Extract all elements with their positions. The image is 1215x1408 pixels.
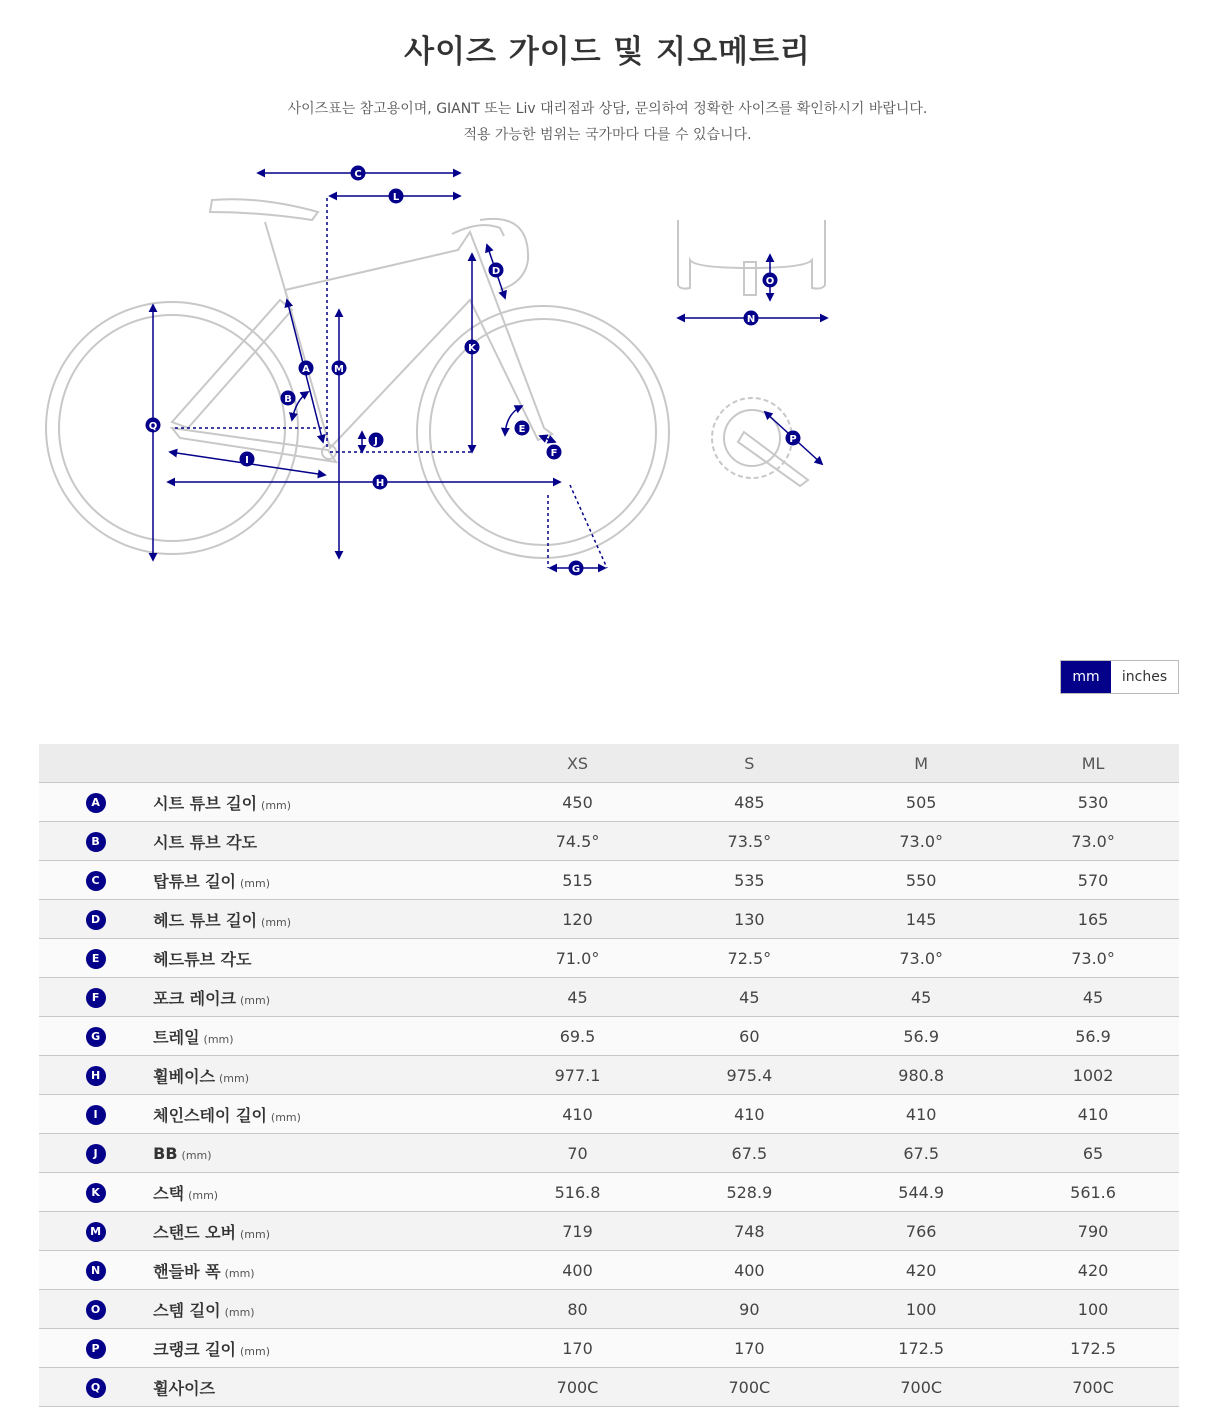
row-badge-cell	[39, 1368, 152, 1407]
svg-text:D: D	[491, 265, 501, 277]
row-label-cell	[152, 1095, 491, 1134]
row-value: 530	[1007, 783, 1179, 822]
diagram-marker-f	[547, 445, 562, 460]
row-value: 766	[835, 1212, 1007, 1251]
svg-text:J: J	[374, 435, 378, 447]
svg-text:F: F	[550, 447, 558, 459]
row-unit: (mm)	[240, 1344, 271, 1358]
row-label-cell	[152, 1134, 491, 1173]
stem-bar	[452, 225, 504, 236]
row-badge-cell	[39, 1017, 152, 1056]
row-value: 65	[1007, 1134, 1179, 1173]
row-value: 69.5	[492, 1017, 664, 1056]
row-label-cell	[152, 1056, 491, 1095]
table-row-j	[39, 1134, 1179, 1173]
row-value: 45	[492, 978, 664, 1017]
subtitle-line-1: 사이즈표는 참고용이며, GIANT 또는 Liv 대리점과 상담, 문의하여 정확한 사이즈를 확인하시기 바랍니다.	[287, 101, 928, 117]
svg-text:C: C	[354, 168, 362, 180]
row-badge: C	[86, 871, 106, 891]
svg-text:B: B	[284, 393, 292, 405]
row-badge: P	[86, 1339, 106, 1359]
front-wheel-outer	[417, 306, 669, 558]
row-value: 420	[1007, 1251, 1179, 1290]
row-label-cell	[152, 1368, 491, 1407]
row-value: 410	[492, 1095, 664, 1134]
seatpost	[265, 222, 288, 300]
row-value: 165	[1007, 900, 1179, 939]
row-value: 56.9	[835, 1017, 1007, 1056]
row-badge: M	[86, 1222, 106, 1242]
row-value: 71.0°	[492, 939, 664, 978]
svg-text:L: L	[392, 191, 400, 203]
row-value: 172.5	[1007, 1329, 1179, 1368]
header-blank-label	[152, 744, 491, 783]
row-value: 980.8	[835, 1056, 1007, 1095]
row-label: 시트 튜브 길이	[153, 793, 258, 813]
seatstay-shape	[172, 300, 292, 428]
unit-toggle	[1060, 660, 1179, 694]
row-label-cell	[152, 900, 491, 939]
diagram-marker-o	[763, 273, 778, 288]
table-row-m	[39, 1212, 1179, 1251]
row-label-cell	[152, 939, 491, 978]
row-label: 시트 튜브 각도	[153, 832, 258, 852]
row-badge-cell	[39, 1056, 152, 1095]
row-value: 719	[492, 1212, 664, 1251]
row-value: 72.5°	[663, 939, 835, 978]
svg-text:A: A	[302, 363, 310, 375]
row-value: 748	[663, 1212, 835, 1251]
row-unit: (mm)	[240, 876, 271, 890]
diagram-marker-l	[389, 189, 404, 204]
row-value: 505	[835, 783, 1007, 822]
row-value: 67.5	[663, 1134, 835, 1173]
row-badge: A	[86, 793, 106, 813]
row-value: 700C	[663, 1368, 835, 1407]
row-value: 420	[835, 1251, 1007, 1290]
row-badge: D	[86, 910, 106, 930]
row-label-cell	[152, 978, 491, 1017]
row-unit: (mm)	[240, 1227, 271, 1241]
table-row-f	[39, 978, 1179, 1017]
diagram-marker-b	[281, 391, 296, 406]
row-unit: (mm)	[261, 915, 292, 929]
row-value: 73.0°	[1007, 822, 1179, 861]
row-value: 700C	[1007, 1368, 1179, 1407]
row-value: 400	[492, 1251, 664, 1290]
row-value: 70	[492, 1134, 664, 1173]
svg-text:K: K	[468, 342, 476, 354]
diagram-marker-a	[299, 361, 314, 376]
row-value: 100	[1007, 1290, 1179, 1329]
diagram-marker-j	[369, 433, 384, 448]
row-value: 170	[492, 1329, 664, 1368]
row-badge: N	[86, 1261, 106, 1281]
row-badge-cell	[39, 900, 152, 939]
row-value: 56.9	[1007, 1017, 1179, 1056]
geometry-diagram	[0, 150, 1215, 590]
row-badge-cell	[39, 1329, 152, 1368]
table-row-o	[39, 1290, 1179, 1329]
row-value: 977.1	[492, 1056, 664, 1095]
row-value: 170	[663, 1329, 835, 1368]
row-label: BB	[153, 1143, 178, 1163]
table-row-i	[39, 1095, 1179, 1134]
row-unit: (mm)	[261, 798, 292, 812]
table-row-b	[39, 822, 1179, 861]
table-row-a	[39, 783, 1179, 822]
row-badge-cell	[39, 1251, 152, 1290]
table-row-h	[39, 1056, 1179, 1095]
row-label: 스템 길이	[153, 1300, 221, 1320]
svg-text:G: G	[571, 563, 581, 575]
saddle	[210, 199, 318, 220]
row-value: 544.9	[835, 1173, 1007, 1212]
row-label: 트레일	[153, 1027, 200, 1047]
svg-text:O: O	[765, 275, 775, 287]
row-badge: K	[86, 1183, 106, 1203]
row-value: 73.0°	[1007, 939, 1179, 978]
svg-text:P: P	[789, 433, 797, 445]
table-row-e	[39, 939, 1179, 978]
svg-text:E: E	[518, 423, 526, 435]
row-value: 73.0°	[835, 939, 1007, 978]
row-badge-cell	[39, 1173, 152, 1212]
row-unit: (mm)	[240, 993, 271, 1007]
stem-topview	[744, 262, 756, 295]
row-value: 130	[663, 900, 835, 939]
row-value: 45	[1007, 978, 1179, 1017]
row-label: 탑튜브 길이	[153, 871, 237, 891]
row-badge-cell	[39, 978, 152, 1017]
row-value: 1002	[1007, 1056, 1179, 1095]
row-badge: B	[86, 832, 106, 852]
svg-text:I: I	[245, 454, 249, 466]
svg-text:Q: Q	[148, 420, 158, 432]
row-value: 561.6	[1007, 1173, 1179, 1212]
row-badge: G	[86, 1027, 106, 1047]
row-value: 700C	[835, 1368, 1007, 1407]
row-label-cell	[152, 783, 491, 822]
diagram-marker-i	[240, 452, 255, 467]
row-value: 73.5°	[663, 822, 835, 861]
row-unit: (mm)	[203, 1032, 234, 1046]
row-value: 60	[663, 1017, 835, 1056]
row-unit: (mm)	[188, 1188, 219, 1202]
row-badge: F	[86, 988, 106, 1008]
row-label-cell	[152, 1329, 491, 1368]
row-badge: J	[86, 1144, 106, 1164]
svg-text:M: M	[334, 363, 344, 375]
row-value: 410	[835, 1095, 1007, 1134]
diagram-marker-p	[786, 431, 801, 446]
diagram-marker-m	[332, 361, 347, 376]
row-unit: (mm)	[224, 1266, 255, 1280]
row-value: 450	[492, 783, 664, 822]
row-label-cell	[152, 1212, 491, 1251]
row-badge-cell	[39, 861, 152, 900]
diagram-marker-g	[569, 561, 584, 576]
page-title: 사이즈 가이드 및 지오메트리	[404, 34, 811, 70]
diagram-marker-e	[515, 421, 530, 436]
row-unit: (mm)	[270, 1110, 301, 1124]
row-badge: Q	[86, 1378, 106, 1398]
row-value: 74.5°	[492, 822, 664, 861]
row-value: 80	[492, 1290, 664, 1329]
row-label-cell	[152, 1173, 491, 1212]
row-label: 핸들바 폭	[153, 1261, 221, 1281]
header-size-xs: XS	[492, 744, 664, 783]
row-value: 485	[663, 783, 835, 822]
row-label: 헤드 튜브 길이	[153, 910, 258, 930]
row-value: 400	[663, 1251, 835, 1290]
row-value: 410	[1007, 1095, 1179, 1134]
row-badge: H	[86, 1066, 106, 1086]
row-value: 535	[663, 861, 835, 900]
front-wheel-inner	[430, 319, 656, 545]
header-size-ml: ML	[1007, 744, 1179, 783]
row-value: 700C	[492, 1368, 664, 1407]
row-badge-cell	[39, 939, 152, 978]
svg-text:N: N	[746, 313, 756, 325]
handlebar-topview	[678, 220, 825, 289]
row-badge-cell	[39, 783, 152, 822]
row-unit: (mm)	[181, 1148, 212, 1162]
row-unit: (mm)	[224, 1305, 255, 1319]
header-blank-badge	[39, 744, 152, 783]
row-value: 790	[1007, 1212, 1179, 1251]
row-value: 100	[835, 1290, 1007, 1329]
row-label-cell	[152, 1251, 491, 1290]
row-value: 90	[663, 1290, 835, 1329]
row-value: 528.9	[663, 1173, 835, 1212]
row-value: 45	[663, 978, 835, 1017]
row-label: 크랭크 길이	[153, 1339, 237, 1359]
row-badge-cell	[39, 822, 152, 861]
table-row-d	[39, 900, 1179, 939]
row-badge: O	[86, 1300, 106, 1320]
row-label-cell	[152, 1017, 491, 1056]
row-badge: I	[86, 1105, 106, 1125]
table-row-c	[39, 861, 1179, 900]
row-label-cell	[152, 861, 491, 900]
row-label: 포크 레이크	[153, 988, 237, 1008]
row-badge-cell	[39, 1212, 152, 1251]
row-value: 550	[835, 861, 1007, 900]
subtitle-line-2: 적용 가능한 범위는 국가마다 다를 수 있습니다.	[463, 127, 752, 143]
row-label-cell	[152, 822, 491, 861]
row-badge-cell	[39, 1134, 152, 1173]
row-value: 975.4	[663, 1056, 835, 1095]
unit-inches-button[interactable]: inches	[1111, 661, 1178, 693]
diagram-marker-q	[146, 418, 161, 433]
diagram-marker-c	[351, 166, 366, 181]
table-header-row	[39, 744, 1179, 783]
row-label: 스택	[153, 1183, 185, 1203]
row-label: 휠베이스	[153, 1066, 215, 1086]
row-badge: E	[86, 949, 106, 969]
row-value: 410	[663, 1095, 835, 1134]
geometry-table	[39, 744, 1179, 1407]
row-value: 45	[835, 978, 1007, 1017]
diagram-marker-h	[373, 475, 388, 490]
row-value: 515	[492, 861, 664, 900]
row-label: 체인스테이 길이	[153, 1105, 267, 1125]
unit-mm-button[interactable]: mm	[1061, 661, 1111, 693]
header-size-m: M	[835, 744, 1007, 783]
table-row-n	[39, 1251, 1179, 1290]
table-row-g	[39, 1017, 1179, 1056]
diagram-marker-k	[465, 340, 480, 355]
row-label: 휠사이즈	[153, 1378, 215, 1398]
row-value: 145	[835, 900, 1007, 939]
diagram-marker-d	[489, 263, 504, 278]
row-label: 스탠드 오버	[153, 1222, 237, 1242]
table-row-q	[39, 1368, 1179, 1407]
svg-text:H: H	[375, 477, 385, 489]
row-value: 73.0°	[835, 822, 1007, 861]
row-value: 67.5	[835, 1134, 1007, 1173]
header-size-s: S	[663, 744, 835, 783]
diagram-marker-n	[744, 311, 759, 326]
row-value: 120	[492, 900, 664, 939]
row-value: 516.8	[492, 1173, 664, 1212]
row-label-cell	[152, 1290, 491, 1329]
row-badge-cell	[39, 1290, 152, 1329]
row-value: 172.5	[835, 1329, 1007, 1368]
row-unit: (mm)	[218, 1071, 249, 1085]
table-row-k	[39, 1173, 1179, 1212]
row-value: 570	[1007, 861, 1179, 900]
row-badge-cell	[39, 1095, 152, 1134]
table-row-p	[39, 1329, 1179, 1368]
row-label: 헤드튜브 각도	[153, 949, 252, 969]
